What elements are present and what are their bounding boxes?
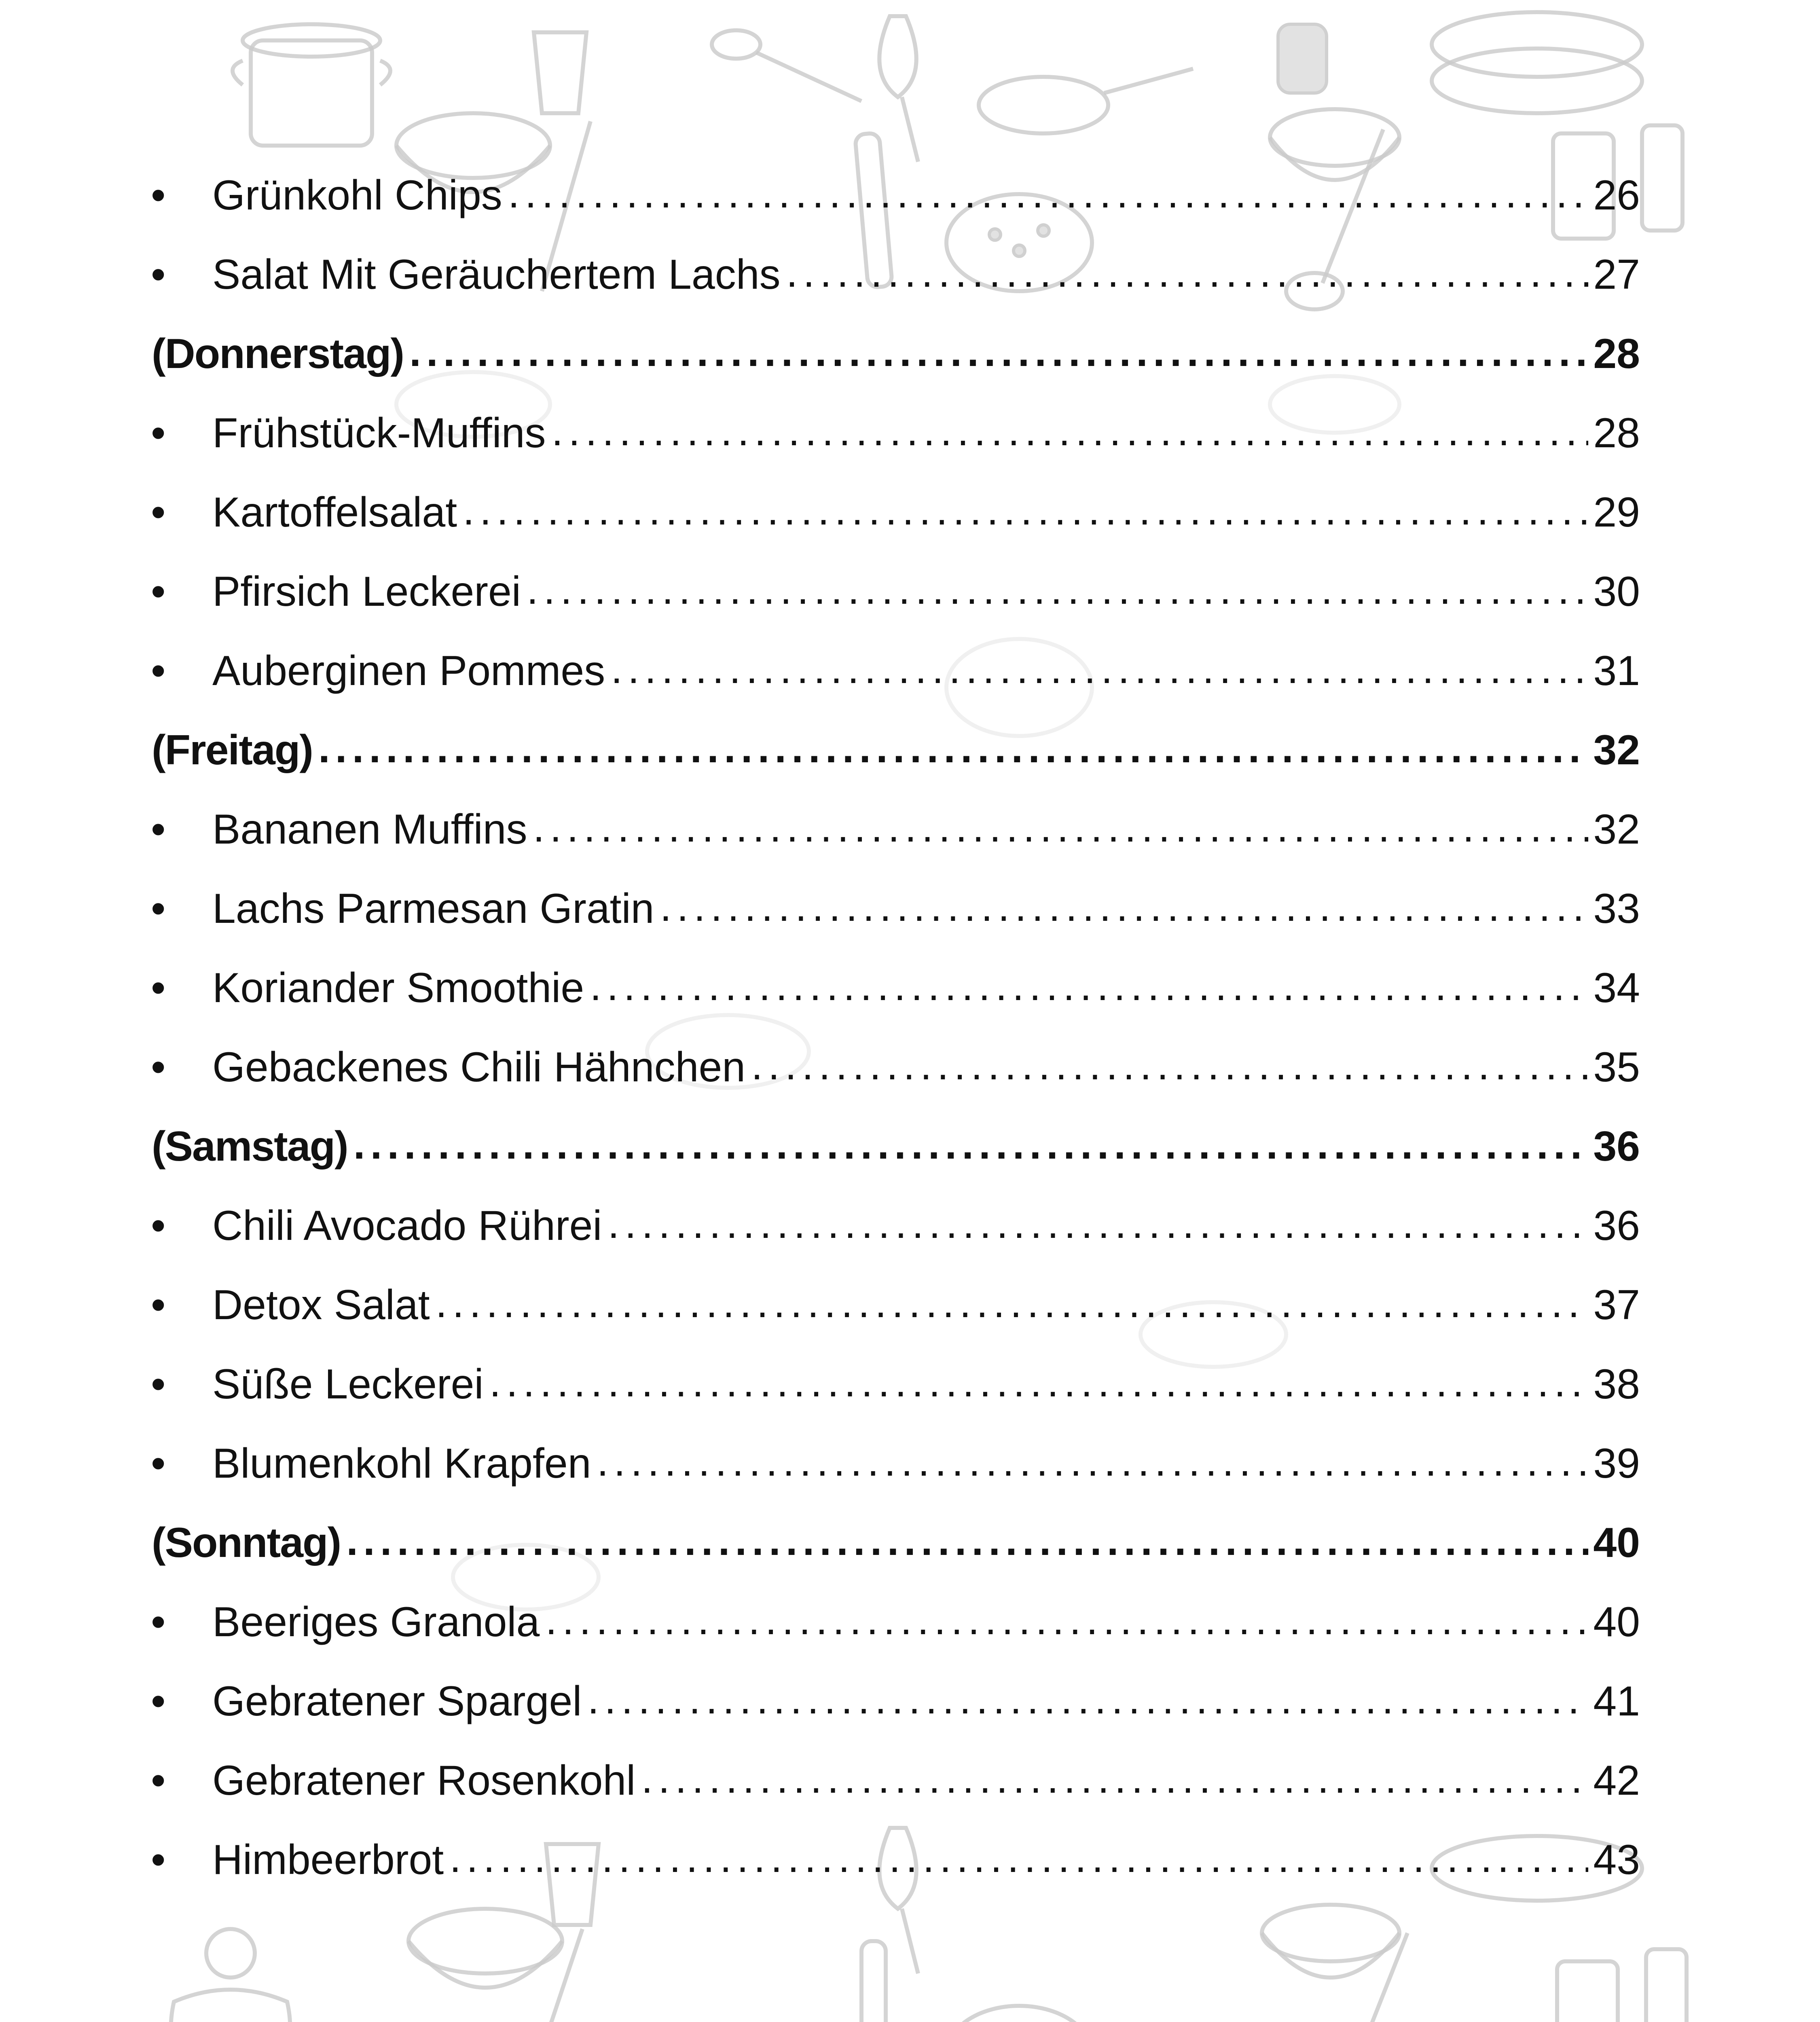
bullet-icon: • <box>151 1599 166 1646</box>
dot-leader <box>611 650 1588 692</box>
toc-entry-title: (Samstag) <box>152 1123 348 1170</box>
dot-leader <box>436 1284 1589 1326</box>
dot-leader <box>660 888 1589 930</box>
bottom-colander-icon <box>946 2006 1092 2022</box>
bullet-icon: • <box>151 410 166 457</box>
bullet-icon: • <box>151 172 166 219</box>
toc-entry[interactable] <box>152 1741 1640 1820</box>
toc-page-number: 40 <box>1593 1519 1640 1566</box>
toc-page-number: 40 <box>1593 1599 1640 1646</box>
dot-leader <box>318 729 1588 771</box>
toc-entry-title: (Sonntag) <box>152 1519 341 1566</box>
toc-entry[interactable] <box>152 948 1640 1028</box>
whisk-icon <box>879 16 918 162</box>
bottom-rolling-pin-icon <box>861 1941 886 2022</box>
toc-page-number: 31 <box>1593 647 1640 694</box>
bullet-icon: • <box>151 1361 166 1408</box>
toc-entry-title: (Donnerstag) <box>152 330 404 377</box>
bullet-icon: • <box>151 806 166 853</box>
toc-page-number: 36 <box>1593 1202 1640 1249</box>
toc-entry-title: Gebratener Spargel <box>212 1678 582 1725</box>
dot-leader <box>751 1046 1588 1088</box>
toc-page-number: 39 <box>1593 1440 1640 1487</box>
bottom-pot-icon <box>171 1929 290 2022</box>
bullet-icon: • <box>151 964 166 1011</box>
dot-leader <box>590 967 1588 1009</box>
dot-leader <box>587 1680 1588 1722</box>
jar-icon <box>1278 24 1327 93</box>
toc-page-number: 28 <box>1593 410 1640 457</box>
toc-page-number: 34 <box>1593 964 1640 1011</box>
dot-leader <box>449 1839 1588 1881</box>
cake-ring-icon <box>1432 12 1642 113</box>
toc-entry-title: Blumenkohl Krapfen <box>212 1440 591 1487</box>
toc-entry-title: Koriander Smoothie <box>212 964 584 1011</box>
toc-entry-title: Auberginen Pommes <box>212 647 605 694</box>
toc-page-number: 38 <box>1593 1361 1640 1408</box>
toc-page-number: 26 <box>1593 172 1640 219</box>
bullet-icon: • <box>151 1202 166 1249</box>
bullet-icon: • <box>151 568 166 615</box>
dot-leader <box>786 254 1589 296</box>
pot-icon <box>233 24 390 146</box>
bullet-icon: • <box>151 251 166 298</box>
toc-entry-title: Himbeerbrot <box>212 1836 444 1883</box>
toc-entry[interactable] <box>152 631 1640 711</box>
bullet-icon: • <box>151 885 166 932</box>
toc-entry-title: Bananen Muffins <box>212 806 527 853</box>
toc-entry[interactable] <box>152 1186 1640 1265</box>
dot-leader <box>463 491 1588 533</box>
toc-page-number: 36 <box>1593 1123 1640 1170</box>
toc-page-number: 35 <box>1593 1044 1640 1091</box>
dot-leader <box>545 1601 1588 1643</box>
toc-entry-title: Gebackenes Chili Hähnchen <box>212 1044 746 1091</box>
toc-entry-title: Frühstück-Muffins <box>212 410 546 457</box>
toc-page-number: 37 <box>1593 1282 1640 1328</box>
toc-page-number: 32 <box>1593 727 1640 774</box>
glass-icon <box>534 32 586 113</box>
toc-entry-title: Grünkohl Chips <box>212 172 502 219</box>
toc-entry[interactable] <box>152 1265 1640 1345</box>
dot-leader <box>346 1522 1588 1564</box>
toc-entry[interactable] <box>152 869 1640 948</box>
dot-leader <box>409 333 1588 375</box>
dot-leader <box>527 571 1588 613</box>
toc-page-number: 41 <box>1593 1678 1640 1725</box>
toc-entry-title: Pfirsich Leckerei <box>212 568 521 615</box>
bullet-icon: • <box>151 1836 166 1883</box>
toc-entry-title: Süße Leckerei <box>212 1361 484 1408</box>
toc-entry[interactable] <box>152 235 1640 314</box>
dot-leader <box>608 1205 1589 1247</box>
toc-entry-title: (Freitag) <box>152 727 313 774</box>
toc-entry[interactable] <box>152 790 1640 869</box>
toc-page-number: 32 <box>1593 806 1640 853</box>
toc-page-number: 28 <box>1593 330 1640 377</box>
toc-page-number: 27 <box>1593 251 1640 298</box>
toc-entry[interactable] <box>152 1820 1640 1899</box>
toc-entry-title: Detox Salat <box>212 1282 430 1328</box>
toc-entry[interactable] <box>152 1582 1640 1662</box>
dot-leader <box>597 1442 1589 1485</box>
dot-leader <box>552 412 1589 454</box>
toc-page-number: 29 <box>1593 489 1640 536</box>
dot-leader <box>508 174 1589 216</box>
toc-page-number: 33 <box>1593 885 1640 932</box>
dot-leader <box>641 1760 1588 1802</box>
toc-section-heading[interactable] <box>152 1503 1640 1582</box>
toc-entry[interactable] <box>152 1424 1640 1503</box>
toc-entry[interactable] <box>152 393 1640 473</box>
dot-leader <box>533 808 1589 850</box>
bullet-icon: • <box>151 647 166 694</box>
bullet-icon: • <box>151 1440 166 1487</box>
toc-entry-title: Beeriges Granola <box>212 1599 540 1646</box>
toc-page-number: 42 <box>1593 1757 1640 1804</box>
toc-entry[interactable] <box>152 1345 1640 1424</box>
dot-leader <box>489 1363 1589 1405</box>
toc-entry[interactable] <box>152 156 1640 235</box>
toc-page-number: 30 <box>1593 568 1640 615</box>
toc-entry[interactable] <box>152 1662 1640 1741</box>
toc-section-heading[interactable] <box>152 314 1640 393</box>
bullet-icon: • <box>151 1678 166 1725</box>
toc-entry-title: Gebratener Rosenkohl <box>212 1757 636 1804</box>
bottom-grater-icon <box>1557 1949 1687 2022</box>
bullet-icon: • <box>151 1044 166 1091</box>
spoon-icon <box>712 30 861 101</box>
bullet-icon: • <box>151 1757 166 1804</box>
frying-pan-icon <box>979 69 1193 133</box>
toc-entry[interactable] <box>152 1028 1640 1107</box>
toc-page-number: 43 <box>1593 1836 1640 1883</box>
toc-entry-title: Kartoffelsalat <box>212 489 457 536</box>
bullet-icon: • <box>151 489 166 536</box>
table-of-contents <box>152 156 1640 1899</box>
toc-entry[interactable] <box>152 473 1640 552</box>
toc-entry-title: Salat Mit Geräuchertem Lachs <box>212 251 781 298</box>
toc-entry-title: Chili Avocado Rührei <box>212 1202 602 1249</box>
dot-leader <box>353 1125 1589 1168</box>
toc-entry[interactable] <box>152 552 1640 631</box>
toc-section-heading[interactable] <box>152 711 1640 790</box>
toc-section-heading[interactable] <box>152 1107 1640 1186</box>
toc-entry-title: Lachs Parmesan Gratin <box>212 885 654 932</box>
bullet-icon: • <box>151 1282 166 1328</box>
